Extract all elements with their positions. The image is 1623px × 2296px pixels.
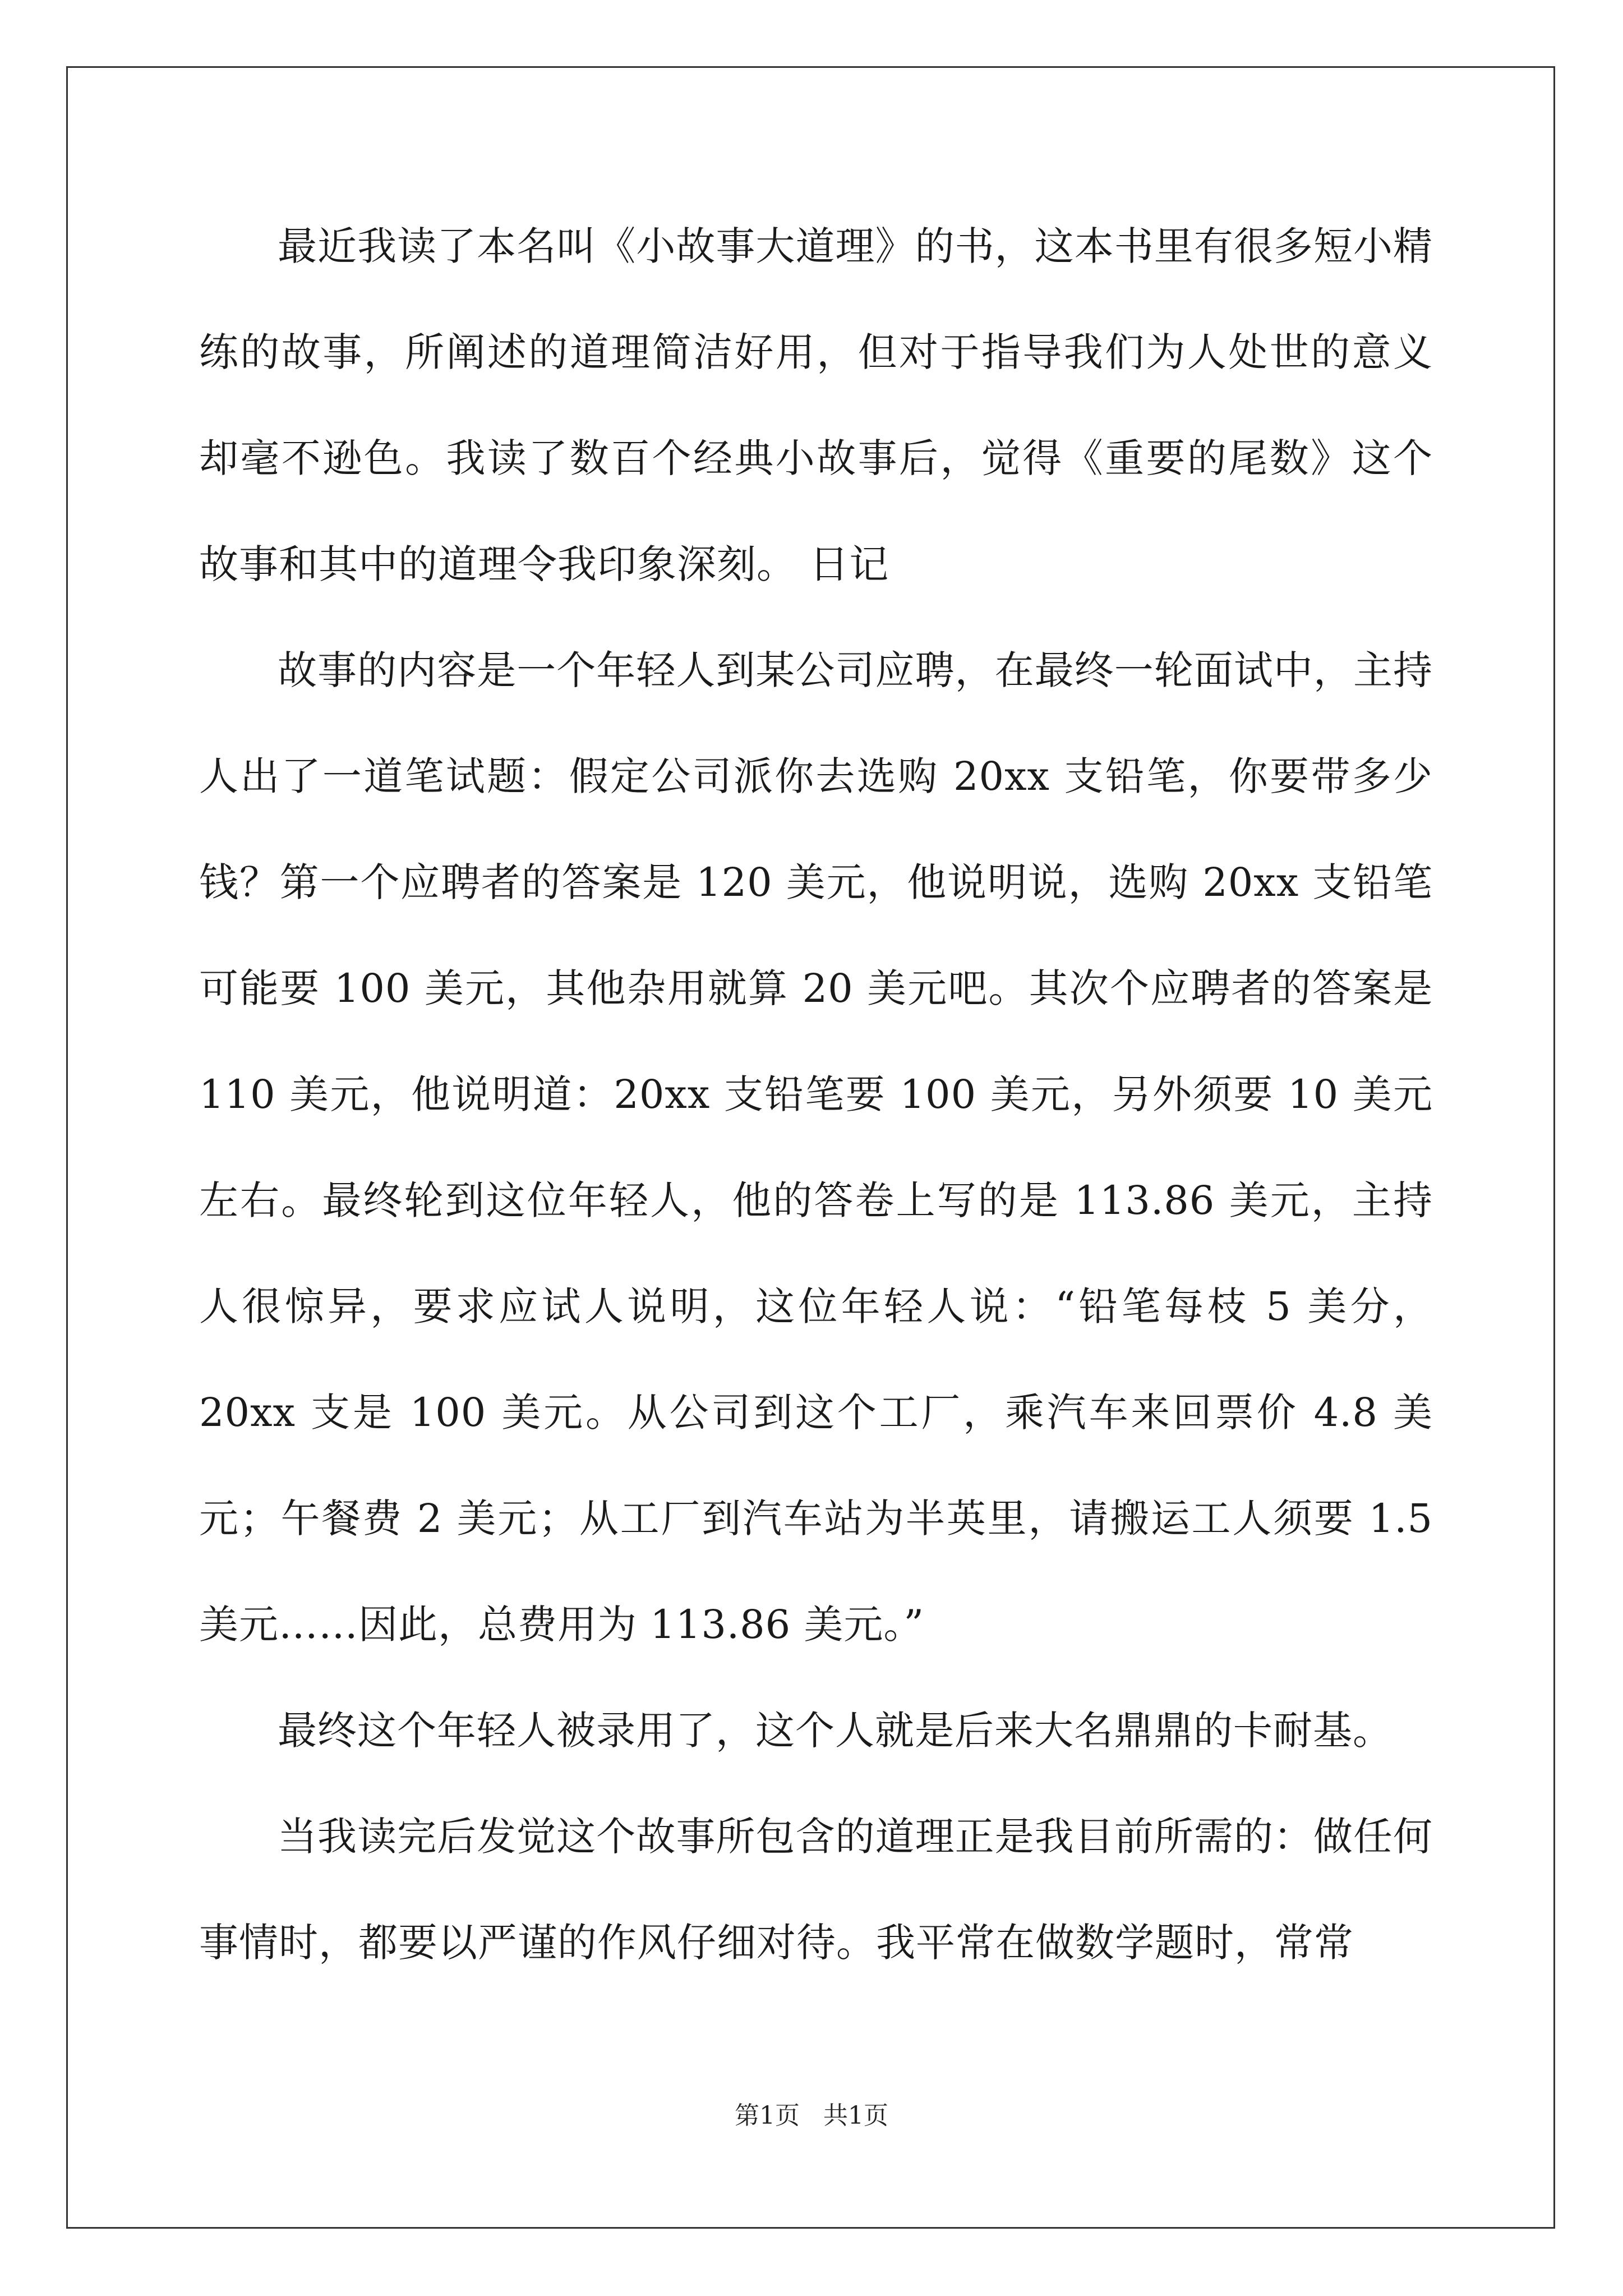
paragraph: 故事的内容是一个年轻人到某公司应聘，在最终一轮面试中，主持人出了一道笔试题：假定公司派你去选购 20xx 支铅笔，你要带多少钱？第一个应聘者的答案是 120 美元，他说明说，选购 20xx 支铅笔可能要 100 美元，其他杂用就算 20 美元吧。其次个应聘者的答案是 110 美元，他说明道：20xx 支铅笔要 100 美元，另外须要 10 美元左右。最终轮到这位年轻人，他的答卷上写的是 113.86 美元，主持人很惊异，要求应试人说明，这位年轻人说：“铅笔每枝 5 美分，20xx 支是 100 美元。从公司到这个工厂，乘汽车来回票价 4.8 美元；午餐费 2 美元；从工厂到汽车站为半英里，请搬运工人须要 1.5 美元……因此，总费用为 113.86 美元。” (199, 647, 1433, 1648)
paragraph: 最近我读了本名叫《小故事大道理》的书，这本书里有很多短小精练的故事，所阐述的道理简洁好用，但对于指导我们为人处世的意义却毫不逊色。我读了数百个经典小故事后，觉得《重要的尾数》这个故事和其中的道理令我印象深刻。 日记 (199, 223, 1433, 587)
document-body (199, 194, 1433, 1996)
paragraph: 最终这个年轻人被录用了，这个人就是后来大名鼎鼎的卡耐基。 (278, 1708, 1393, 1754)
page-number-footer: 第1页 共1页 (735, 2101, 888, 2130)
paragraph: 当我读完后发觉这个故事所包含的道理正是我目前所需的：做任何事情时，都要以严谨的作风仔细对待。我平常在做数学题时，常常 (199, 1814, 1433, 1966)
